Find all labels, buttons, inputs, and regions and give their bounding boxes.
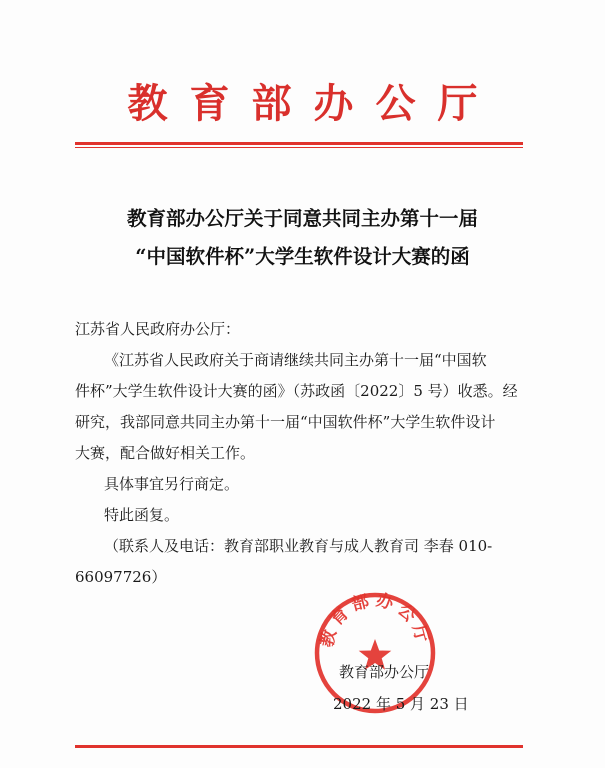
document-title-line-2: “中国软件杯”大学生软件设计大赛的函 [135, 245, 470, 268]
footer-divider [75, 745, 523, 748]
contact-line-2: 66097726） [75, 568, 167, 586]
paragraph-1-line-3: 研究，我部同意共同主办第十一届“中国软件杯”大学生软件设计 [75, 413, 496, 431]
paragraph-3: 特此函复。 [104, 506, 180, 524]
masthead-title: 教育部办公厅 [127, 80, 500, 127]
paragraph-2: 具体事宜另行商定。 [104, 475, 240, 493]
signature-date: 2022 年 5 月 23 日 [333, 695, 469, 713]
masthead-divider-thick [75, 142, 523, 145]
signature-organization: 教育部办公厅 [339, 663, 430, 681]
document-title-line-1: 教育部办公厅关于同意共同主办第十一届 [126, 207, 478, 230]
paragraph-1-line-1: 《江苏省人民政府关于商请继续共同主办第十一届“中国软 [104, 351, 487, 369]
masthead-divider-thin [75, 147, 523, 148]
paragraph-1-line-2: 件杯”大学生软件设计大赛的函》（苏政函〔2022〕5 号）收悉。经 [75, 382, 518, 400]
paragraph-1-line-4: 大赛，配合做好相关工作。 [75, 444, 256, 462]
salutation: 江苏省人民政府办公厅： [75, 320, 241, 338]
contact-line-1: （联系人及电话：教育部职业教育与成人教育司 李春 010- [104, 537, 493, 555]
svg-text:教育部办公厅: 教育部办公厅 [317, 591, 433, 650]
